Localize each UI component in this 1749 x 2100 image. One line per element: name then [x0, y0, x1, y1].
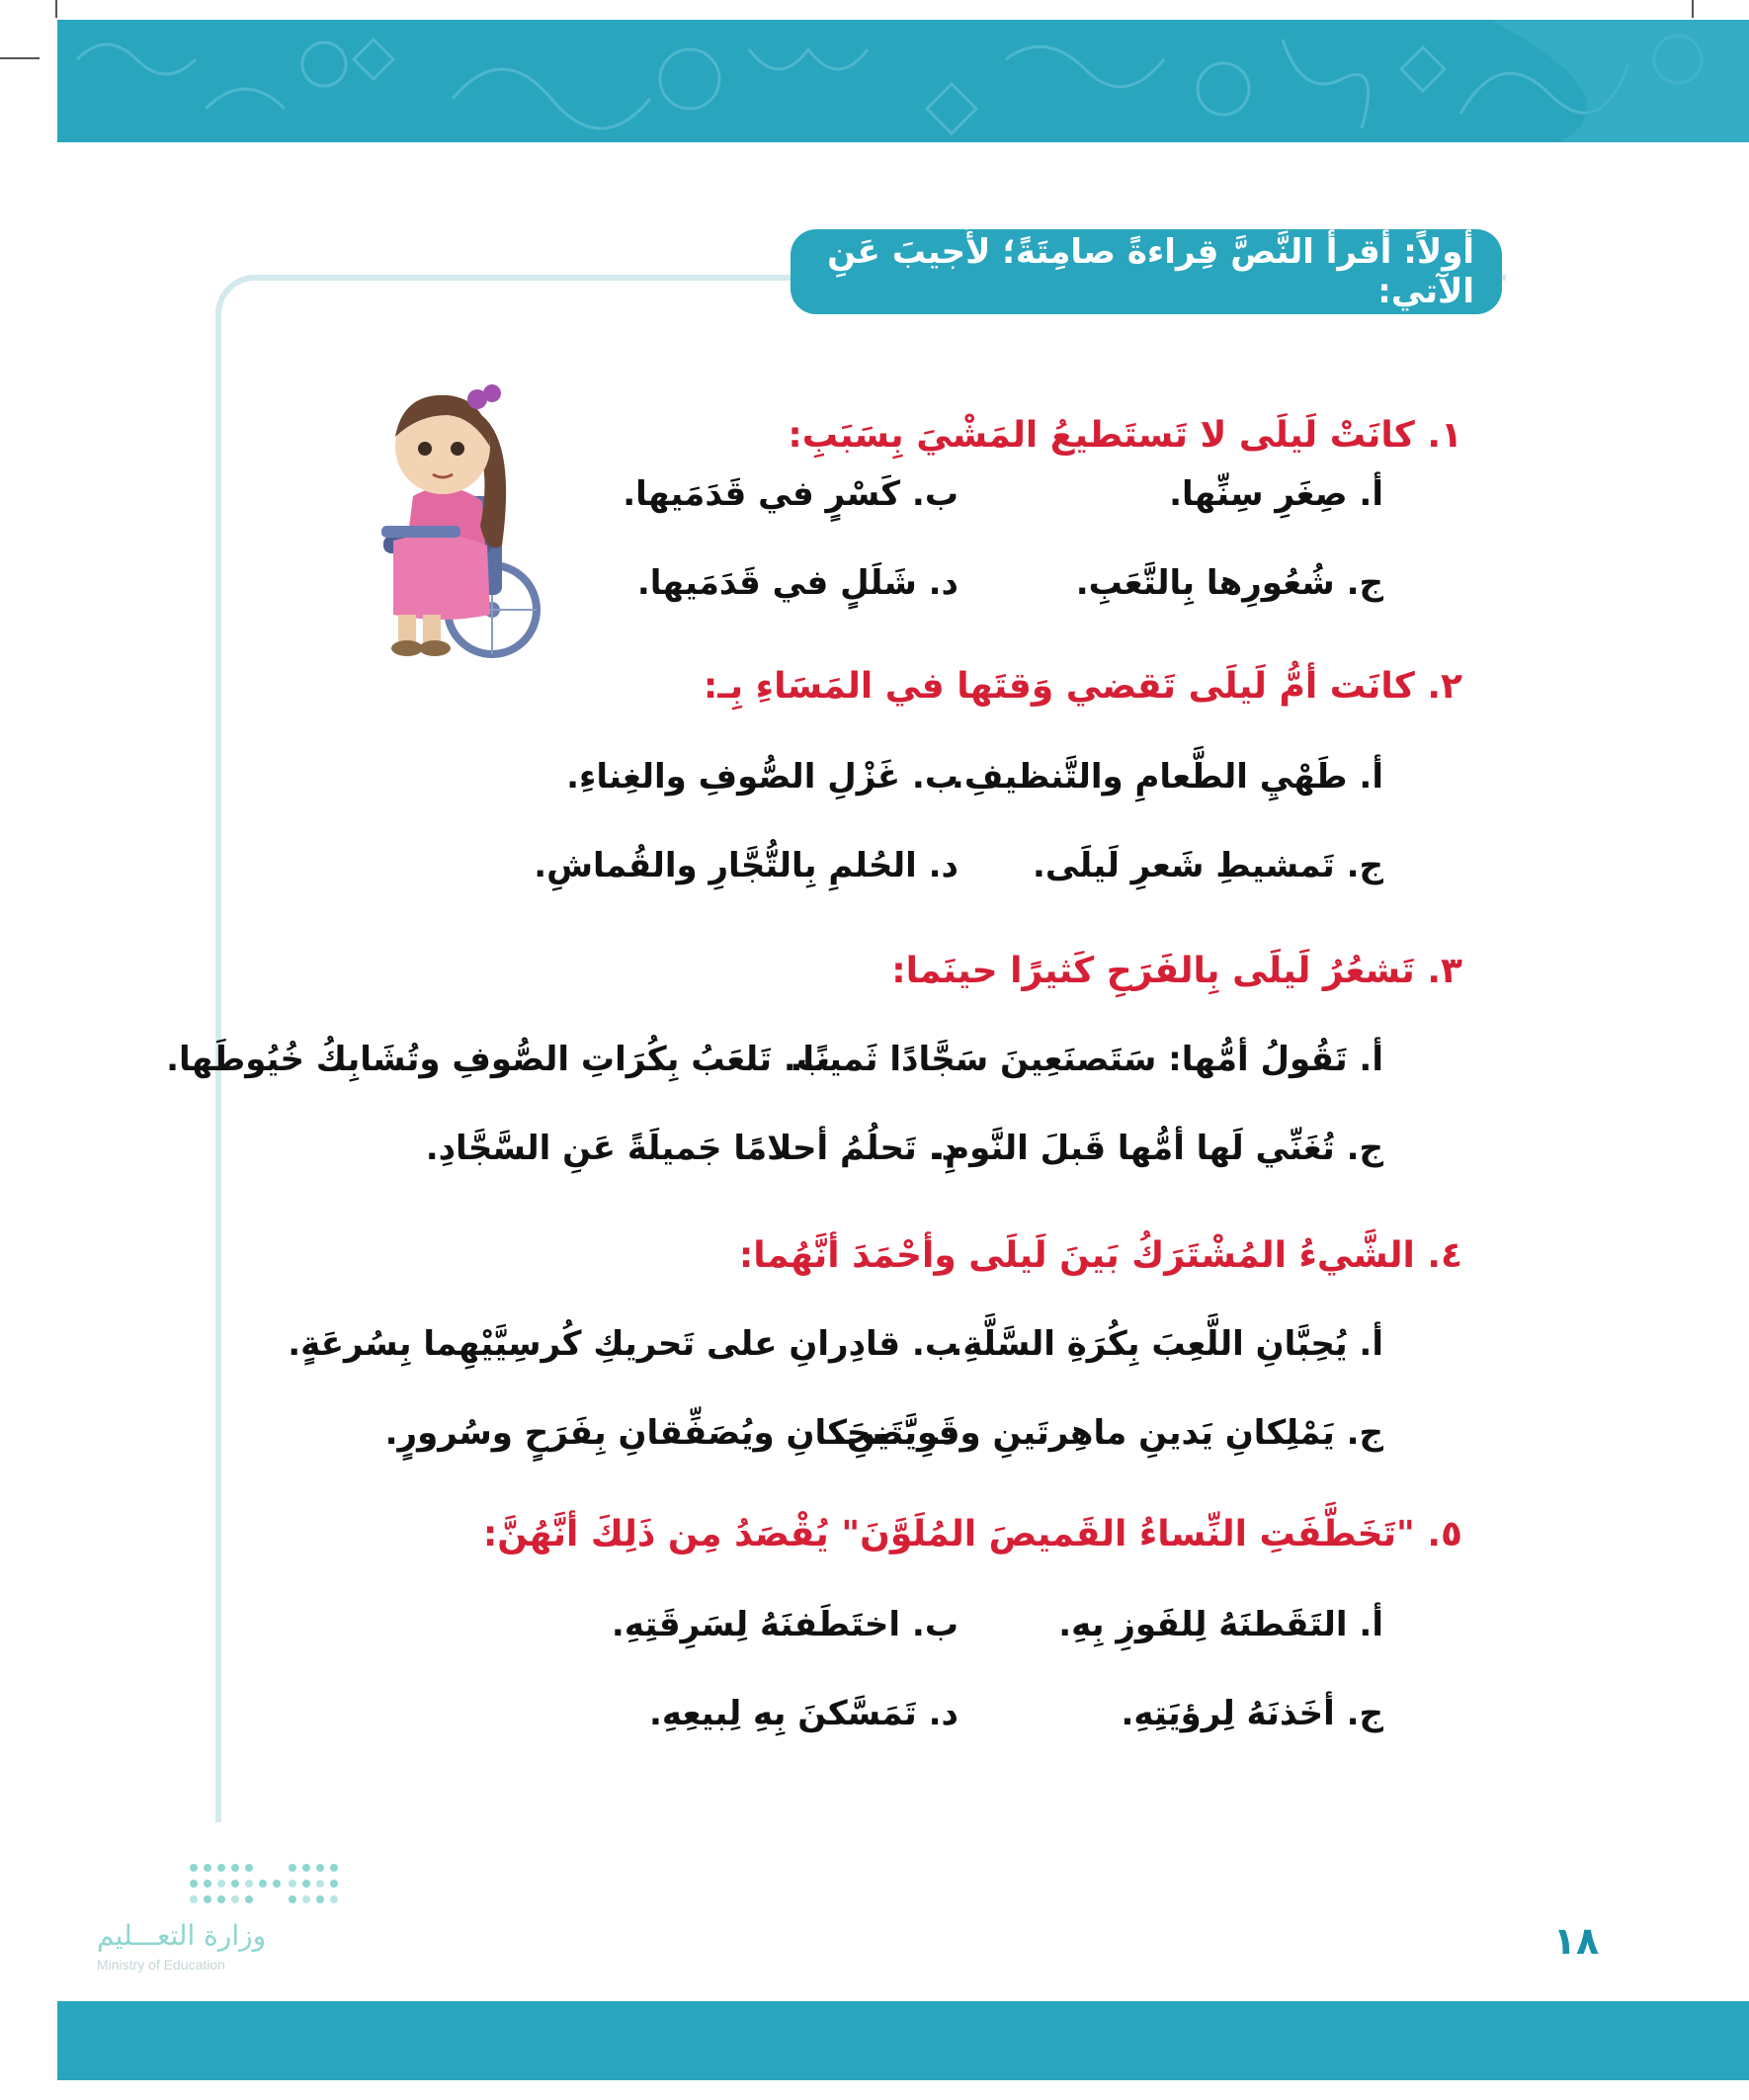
question-1-option-d[interactable]: د. شَلَلٍ في قَدَمَيها.: [636, 563, 958, 603]
ministry-dots-icon: [184, 1858, 352, 1912]
ministry-logo: [97, 1858, 354, 1986]
ministry-name-arabic: وزارة التعـــليم: [97, 1919, 267, 1952]
question-1-option-c[interactable]: ج. شُعُورِها بِالتَّعَبِ.: [1075, 563, 1383, 603]
bottom-decorative-band: [57, 2001, 1749, 2080]
question-3: ٣. تَشعُرُ لَيلَى بِالفَرَحِ كَثيرًا حينَما:: [891, 951, 1462, 991]
crop-mark: [55, 0, 57, 18]
instruction-text: أولاً: أقرأُ النَّصَّ قِراءةً صامِتَةً؛ لأُجيبَ عَنِ الآتي:: [827, 232, 1474, 311]
calligraphy-pattern-icon: [57, 20, 1749, 142]
question-4-option-a[interactable]: أ. يُحِبَّانِ اللَّعِبَ بِكُرَةِ السَّلَّةِ.: [950, 1324, 1383, 1364]
crop-mark: [1692, 0, 1694, 18]
girl-wheelchair-illustration: [364, 378, 551, 664]
question-4-option-c[interactable]: ج. يَمْلِكانِ يَدينِ ماهِرتَينِ وقَوِيَّتَينِ.: [833, 1413, 1383, 1453]
question-5-option-c[interactable]: ج. أخَذنَهُ لِرؤيَتِهِ.: [1121, 1694, 1383, 1733]
top-decorative-band: [57, 20, 1749, 142]
question-2-option-d[interactable]: د. الحُلمِ بِالتُّجَّارِ والقُماشِ.: [534, 846, 958, 885]
question-5-option-a[interactable]: أ. التَقَطنَهُ لِلفَوزِ بِهِ.: [1058, 1605, 1383, 1644]
question-2-option-c[interactable]: ج. تَمشيطِ شَعرِ لَيلَى.: [1033, 846, 1383, 885]
question-2: ٢. كانَت أمُّ لَيلَى تَقضي وَقتَها في المَسَاءِ بِـ:: [703, 666, 1462, 707]
section-header: [791, 229, 1502, 314]
question-4: ٤. الشَّيءُ المُشْتَرَكُ بَينَ لَيلَى وأحْمَدَ أنَّهُما:: [738, 1235, 1462, 1276]
question-3-option-c[interactable]: ج. تُغَنِّي لَها أمُّها قَبلَ النَّومِ.: [932, 1129, 1383, 1168]
question-2-option-b[interactable]: ب. غَزْلِ الصُّوفِ والغِناءِ.: [566, 757, 958, 797]
question-5-option-b[interactable]: ب. اختَطَفنَهُ لِسَرِقَتِهِ.: [611, 1605, 958, 1644]
question-4-option-d[interactable]: د. يَضحَكانِ ويُصَفِّقانِ بِفَرَحٍ وسُرورٍ.: [384, 1413, 958, 1453]
question-1: ١. كانَتْ لَيلَى لا تَستَطيعُ المَشْيَ بِسَبَبِ:: [788, 415, 1462, 456]
ministry-name-english: Ministry of Education: [97, 1957, 225, 1973]
question-5: ٥. "تَخَطَّفَتِ النِّساءُ القَميصَ المُلَوَّنَ" يُقْصَدُ مِن ذَلِكَ أنَّهُنَّ:: [482, 1514, 1462, 1554]
question-3-option-a[interactable]: أ. تَقُولُ أمُّها: سَتَصنَعِينَ سَجَّادًا ثَمينًا.: [790, 1040, 1383, 1079]
question-4-option-b[interactable]: ب. قادِرانِ على تَحريكِ كُرسِيَّيْهِما بِسُرعَةٍ.: [288, 1324, 958, 1364]
question-1-option-b[interactable]: ب. كَسْرٍ في قَدَمَيها.: [623, 474, 958, 514]
crop-mark: [0, 57, 40, 59]
question-5-option-d[interactable]: د. تَمَسَّكنَ بِهِ لِبيعِهِ.: [648, 1694, 958, 1733]
question-3-option-d[interactable]: د. تَحلُمُ أحلامًا جَميلَةً عَنِ السَّجَّادِ.: [425, 1129, 958, 1168]
question-1-option-a[interactable]: أ. صِغَرِ سِنِّها.: [1169, 474, 1383, 514]
page-number: ١٨: [1552, 1919, 1600, 1963]
question-2-option-a[interactable]: أ. طَهْيِ الطَّعامِ والتَّنظيفِ.: [951, 757, 1383, 797]
question-3-option-b[interactable]: ب. تَلعَبُ بِكُرَاتِ الصُّوفِ وتُشَابِكُ خُيُوطَها.: [166, 1040, 830, 1079]
